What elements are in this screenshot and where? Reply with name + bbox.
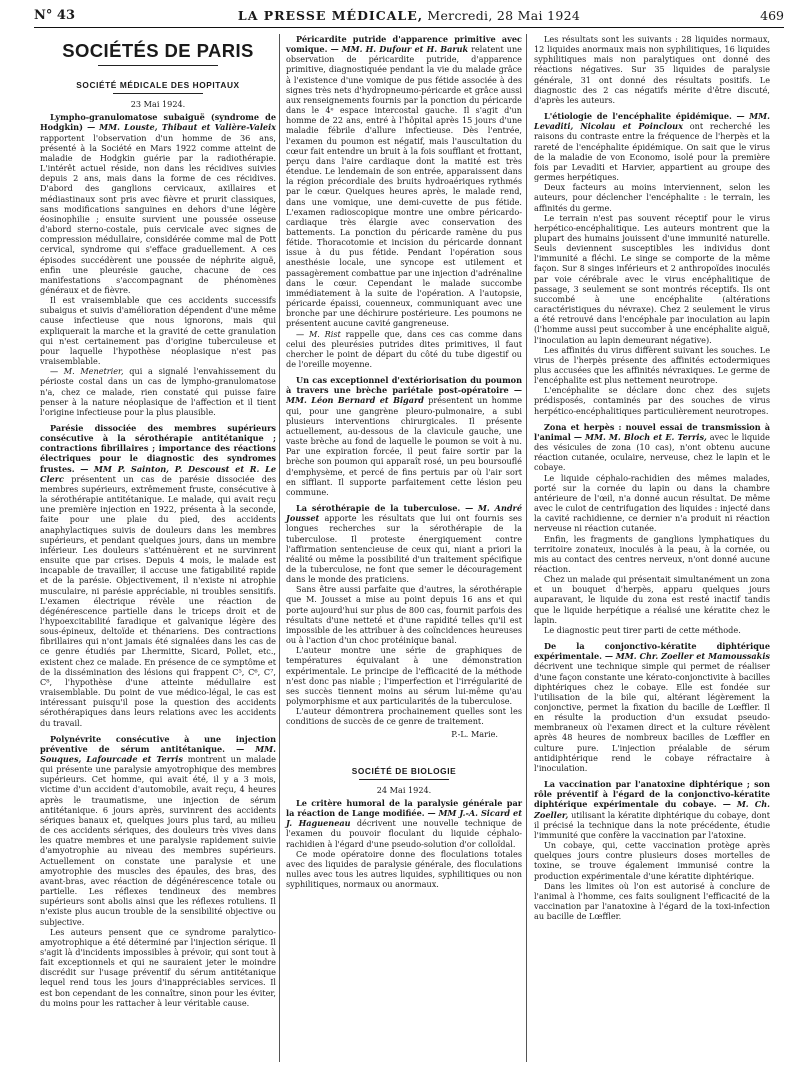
article-authors: MM. Léon Bernard et Bigard (286, 395, 424, 406)
article-authors: MM. Levaditi, Nicolau et Poincloux (534, 111, 770, 132)
article-pericardite (286, 34, 522, 329)
article-authors: MM P. Sainton, P. Descoust et R. Le Clerc (40, 463, 276, 484)
column-1 (40, 34, 276, 1008)
article-paragraph: Les affinités du virus diffèrent suivant les souches. Le virus de l'herpès présente des affinités ectodermiques plus accusées que les affinités névraxiques. Le germe de l'encéphalite est plus nettement neurotrope. (534, 344, 770, 386)
issue-date: Mercredi, 28 Mai 1924 (427, 8, 581, 23)
article-text: rapportent l'observation d'un homme de 36 ans, présenté à la Société en Mars 1922 comme atteint de maladie de Hodgkin guérie par la radiothérapie. L'intérêt actuel réside, non dans les récidives suivies depuis 2 ans, mais dans la forme de ces récidives. D'abord des ganglions cervicaux, axillaires et médiastinaux sont pris avec fièvre et prurit classiques, sans modifications sanguines en dehors d'une légère éosinophilie ; ensuite survient une poussée osseuse d'abord sterno-costale, puis cervicale avec signes de compression médullaire, considérée comme mal de Pott cervical, syndrome qui s'efface graduellement. A ces épisodes succédèrent une poussée de néphrite aiguë, enfin une pleurésie gauche, chacune de ces manifestations s'accompagnant de phénomènes généraux et de fièvre. (40, 132, 276, 295)
article-paragraph: Il est vraisemblable que ces accidents successifs subaigus et suivis d'amélioration dépendent d'une même cause infectieuse que nous ignorons, mais qui expliquerait la marche et la gravité de cette granulation qui n'est certainement pas d'origine tuberculeuse et pour laquelle l'hypothèse néoplasique n'est pas vraisemblable. (40, 295, 276, 367)
article-authors: MM. Souques, Lafourcade et Terris (40, 743, 276, 764)
article-title: L'étiologie de l'encéphalite épidémique. — (544, 111, 745, 122)
article-title: La sérothérapie de la tuberculose. — (296, 503, 474, 514)
article-title: La vaccination par l'anatoxine diphtérique ; son rôle préventif à l'égard de la conjonctivo-kératite diphtérique expérimentale du cobaye. — (534, 779, 770, 810)
article-text: décrivent une technique simple qui permet de réaliser d'une façon constante une kérato-conjonctivite à bacilles diphtériques chez le cobaye. Elle est fondée sur l'utilisation de la bile qui, altérant légèrement la conjonctive, permet la fixation du bacille de Lœffler. Il en résulte la production d'un exsudat pseudo-membraneux où l'examen direct et la culture révèlent après 48 heures de nombreux bacilles de Lœffler en culture pure. L'injection préalable de sérum antidiphtérique rend le cobaye réfractaire à l'inoculation. (534, 661, 770, 773)
article-text: ont recherché les raisons du contraste entre la fréquence de l'herpès et la rareté de l'encéphalite épidémique. On sait que le virus de la maladie de von Economo, isolé pour la première fois par Levaditi et Harvier, appartient au groupe des germes herpétiques. (534, 121, 770, 183)
column-2 (286, 34, 522, 889)
article-authors: M. André Jousset (286, 503, 522, 524)
article-paragraph: — M. Rist rappelle que, dans ces cas comme dans celui des pleurésies putrides dites primitives, il faut chercher le point de départ du côté du tube digestif ou de l'oreille moyenne. (286, 328, 522, 369)
article-paragraph: Le liquide céphalo-rachidien des mêmes malades, porté sur la cornée du lapin ou dans la chambre antérieure de l'œil, n'a donné aucun résultat. De même avec le culot de centrifugation des liquides : injecté dans la cavité rachidienne, ce dernier n'a produit ni réaction nerveuse ni réaction cutanée. (534, 472, 770, 534)
main-title: SOCIÉTÉS DE PARIS (62, 40, 254, 61)
article-paragraph: Les auteurs pensent que ce syndrome paralytico-amyotrophique a été déterminé par l'injection sérique. Il s'agit là d'incidents impossibles à prévoir, qui sont tout à fait exceptionnels et qui ne sauraient jeter le moindre discrédit sur l'usage préventif du sérum antitétanique lequel rend tous les jours d'inappréciables services. Il est bon cependant de les connaître, sinon pour les éviter, du moins pour les rattacher à leur véritable cause. (40, 926, 276, 1008)
article-authors: MM. H. Dufour et H. Baruk (341, 44, 469, 55)
article-anatoxine (534, 779, 770, 840)
article-keratite (534, 641, 770, 773)
column-rule-1 (279, 34, 280, 1062)
main-title-rule (98, 65, 218, 66)
article-zona (534, 422, 770, 473)
article-polynevrite (40, 734, 276, 927)
article-title: Lympho-granulomatose subaiguë (syndrome de Hodgkin) — (40, 112, 276, 133)
article-text: apporte les résultats que lui ont fournis ses longues recherches sur la sérothérapie de la tuberculose. Il proteste énergiquement contre l'affirmation sentencieuse de ceux qui, niant a priori la réalité ou même la possibilité d'un traitement spécifique de la tuberculose, ne font que semer le découragement dans le monde des praticiens. (286, 513, 522, 585)
article-poumon (286, 375, 522, 497)
article-paresie (40, 423, 276, 728)
article-title: Zona et herpès : nouvel essai de transmission à l'animal — (534, 421, 770, 442)
article-title: Péricardite putride d'apparence primitive avec vomique. — (286, 34, 522, 55)
section-date: 24 Mai 1924. (376, 784, 432, 795)
article-paragraph: Deux facteurs au moins interviennent, selon les auteurs, pour déclencher l'encéphalite : le terrain, les affinités du germe. (534, 182, 770, 213)
article-title: Un cas exceptionnel d'extériorisation du poumon à travers une brèche pariétale post-opératoire — (286, 375, 522, 396)
section-heading-biologie: SOCIÉTÉ DE BIOLOGIE (351, 765, 457, 776)
article-paragraph: L'auteur démontrera prochainement quelles sont les conditions de succès de ce genre de traitement. (286, 706, 522, 727)
article-paragraph: Enfin, les fragments de ganglions lymphatiques du territoire zonateux, inoculés à la peau, à la cornée, ou mis au contact des centres nerveux, n'ont donné aucune réaction. (534, 533, 770, 574)
article-text: avec le liquide des vésicules de zona (10 cas), n'ont obtenu aucune réaction cutanée, oculaire, nerveuse, chez le lapin et le cobaye. (534, 431, 770, 473)
page-number: 469 (760, 8, 784, 23)
article-paragraph: Ce mode opératoire donne des floculations totales avec des liquides de paralysie générale, des floculations nulles avec tous les autres liquides, syphilitiques ou non syphilitiques, normaux ou anormaux. (286, 848, 522, 890)
section-rule (359, 779, 449, 780)
article-title: Polynévrite consécutive à une injection préventive de sérum antitétanique. — (40, 733, 276, 754)
article-paragraph: Le terrain n'est pas souvent réceptif pour le virus herpético-encéphalitique. Les auteurs montrent que la plupart des humains jouissent d'une immunité naturelle. Seuls deviennent susceptibles les individus dont l'immunité a fléchi. Le singe se comporte de la même façon. Sur 8 singes inférieurs et 2 anthropoïdes inoculés par voie cérébrale avec le virus encéphalitique de passage, 3 seulement se sont montrés réceptifs. Ils ont succombé à une encéphalite (altérations caractéristiques du névraxe). Chez 2 seulement le virus a été retrouvé dans l'encéphale par inoculation au lapin (l'homme aussi peut succomber à une encéphalite aiguë, l'inoculation au lapin demeurant négative). (534, 212, 770, 345)
article-text: présentent un homme qui, pour une gangrène pleuro-pulmonaire, a subi plusieurs interventions chirurgicales. Il présente actuellement, au-dessous de la clavicule gauche, une vaste brèche au fond de laquelle le poumon se voit à nu. Par une expiration forcée, il peut faire sortir par la brèche son poumon qui apparaît rosé, un peu boursouflé d'emphysème, et percé de fins pertuis par où l'air sort en sifflant. Il supporte parfaitement cette lésion peu commune. (286, 395, 522, 497)
article-text: présentent un cas de parésie dissociée des membres supérieurs, extrêmement fruste, consécutive à la sérothérapie antitétanique. Le malade, qui avait reçu une première injection en 1922, présenta à la seconde, faite pour une plaie du pied, des accidents anaphylactiques suivis de douleurs dans les membres supérieurs, et pendant quelques jours, dans un membre inférieur. Les douleurs s'atténuèrent et ne survinrent ensuite que par crises. Depuis 4 mois, le malade est incapable de travailler, il accuse une fatigabilité rapide et de la parésie. Objectivement, il n'existe ni atrophie musculaire, ni parésie appréciable, ni troubles sensitifs. L'examen électrique révèle une réaction de dégénérescence partielle dans le triceps droit et de l'hypoexcitabilité faradique et galvanique légère des sous-épineux, deltoïde et thénariens. Des contractions fibrillaires qui n'ont jamais été signalées dans les cas de ce genre étudiés par Lhermitte, Sicard, Pollet, etc., existent chez ce malade. En présence de ce symptôme et de la dissémination des lésions qui frappent C⁵, C⁶, C⁷, C⁸, l'hypothèse d'une atteinte médullaire est vraisemblable. Du point de vue médico-légal, le cas est intéressant puisqu'il pose la question des accidents sérothérapiques dans leurs relations avec les accidents du travail. (40, 473, 276, 728)
article-paragraph: Le diagnostic peut tirer parti de cette méthode. (544, 624, 741, 635)
article-paragraph: L'auteur montre une série de graphiques de températures équivalant à une démonstration expérimentale. Le principe de l'efficacité de la méthode n'est donc pas niable ; l'imperfection et l'irrégularité de ses succès tiennent moins au sérum lui-même qu'au polymorphisme et aux particularités de la tuberculose. (286, 645, 522, 706)
article-authors: MM. M. Bloch et E. Terris, (584, 431, 707, 442)
article-authors: MM. Louste, Thibaut et Valière-Valeix (99, 122, 277, 133)
article-text: montrent un malade qui présente une paralysie amyotrophique des membres supérieurs. Cet homme, qui avait été, il y a 3 mois, victime d'un accident d'automobile, avait reçu, 4 heures après le traumatisme, une injection de sérum antitétanique. 6 jours après, survinrent des accidents sériques banaux et, quelques jours plus tard, au milieu de ces accidents sériques, des douleurs très vives dans les quatre membres et une paralysie rapidement suivie d'amyotrophie au niveau des membres supérieurs. Actuellement on constate une paralysie et une amyotrophie des muscles des épaules, des bras, des avant-bras, avec réaction de dégénérescence totale ou partielle. Les réflexes tendineux des membres supérieurs sont abolis ainsi que les réflexes rotuliens. Il n'existe plus aucun trouble de la sensibilité objective ou subjective. (40, 754, 276, 927)
article-hodgkin (40, 112, 276, 295)
article-title: Parésie dissociée des membres supérieurs consécutive à la sérothérapie antitétanique ; contractions fibrillaires ; importance des réactions électriques pour le diagnostic des syndromes frustes. — (40, 423, 276, 474)
article-serotherapie (286, 503, 522, 584)
article-paragraph: Les résultats sont les suivants : 28 liquides normaux, 12 liquides anormaux mais non syphilitiques, 16 liquides syphilitiques mais non paralytiques ont donné des réactions négatives. Sur 35 liquides de paralysie générale, 31 ont donné des résultats positifs. Le diagnostic des 2 cas négatifs mérite d'être discuté, d'après les auteurs. (534, 34, 770, 105)
article-encephalite (534, 111, 770, 182)
page-header (34, 6, 784, 28)
journal-name: LA PRESSE MÉDICALE, (237, 8, 424, 23)
discussant: — M. Menetrier, (50, 366, 124, 377)
journal-title (34, 8, 784, 23)
article-authors: M. Ch. Zoeller, (534, 799, 770, 820)
article-text: décrivent une nouvelle technique de l'examen du pouvoir floculant du liquide céphalo-rachidien à l'égard d'une pseudo-solution d'or colloïdal. (286, 818, 522, 849)
article-paragraph: L'encéphalite se déclare donc chez des sujets prédisposés, contaminés par des souches de virus herpético-encéphalitiques particulièrement neurotropes. (534, 385, 770, 416)
issue-number: N° 43 (34, 8, 75, 23)
header-rule (34, 27, 784, 28)
article-title: Le critère humoral de la paralysie générale par la réaction de Lange modifiée. — (286, 797, 522, 819)
section-date: 23 Mai 1924. (130, 99, 186, 110)
article-authors: MM. Chr. Zoeller et Mamoussakis (615, 651, 770, 662)
signature: P.-L. Marie. (451, 729, 498, 740)
discussant: — M. Rist (296, 328, 341, 339)
article-lange (286, 798, 522, 849)
article-paragraph: — M. Menetrier, qui a signalé l'envahissement du périoste costal dans un cas de lympho-granulomatose n'a, chez ce malade, rien constaté qui puisse faire penser à la nature néoplasique de l'affection et il tient l'origine infectieuse pour la plus plausible. (40, 366, 276, 417)
article-paragraph: Dans les limites où l'on est autorisé à conclure de l'animal à l'homme, ces faits soulignent l'efficacité de la vaccination par l'anatoxine à l'égard de la toxi-infection au bacille de Lœffler. (534, 880, 770, 922)
column-3 (534, 34, 770, 921)
section-heading-hopitaux: SOCIÉTÉ MÉDICALE DES HOPITAUX (76, 80, 240, 90)
article-paragraph: Un cobaye, qui, cette vaccination protège après quelques jours contre plusieurs doses mortelles de toxine, se trouve également immunisé contre la production expérimentale d'une kératite diphtérique. (534, 840, 770, 881)
article-title: De la conjonctivo-kératite diphtérique expérimentale. — (534, 641, 770, 662)
column-rule-2 (526, 34, 527, 1062)
article-text: relatent une observation de péricardite putride, d'apparence primitive, diagnostiquée pendant la vie du malade grâce à l'existence d'une vomique de pus fétide associée à des signes très nets d'hydropneumo-péricarde et grâce aussi aux renseignements fournis par la ponction du péricarde dans le 4ᵉ espace intercostal gauche. Il s'agit d'un homme de 22 ans, entré à l'hôpital après 15 jours d'une maladie fébrile d'allure infectieuse. Dès l'entrée, l'examen du poumon est négatif, mais l'auscultation du cœur fait entendre un bruit à la fois soufflant et frottant, perçu dans l'aire cardiaque dont la matité est très étendue. Le lendemain de son entrée, apparaissent dans la région précordiale des bruits hydroaériques rythmés par le cœur. Quelques heures après, le malade rend, dans une vomique, une demi-cuvette de pus fétide. L'examen radioscopique montre une ombre péricardo-cardiaque très élargie avec conservation des battements. La ponction du péricarde ramène du pus fétide. Thoracotomie et incision du péricarde donnant issue à du pus fétide. Pendant l'opération sous anesthésie locale, une syncope est utilement et passagèrement combattue par une injection d'adrénaline dans le cœur. Cependant le malade succombe immédiatement à la suite de l'opération. A l'autopsie, péricarde épaissi, couenneux, communiquant avec une bronche par une déchirure postérieure. Les poumons ne présentent aucune cavité gangreneuse. (286, 44, 523, 329)
section-rule (113, 93, 203, 94)
article-text: utilisant la kératite diphtérique du cobaye, dont il précisé la technique dans la note précédente, étudie l'immunité que confère la vaccination par l'atoxine. (534, 809, 770, 840)
article-paragraph: Sans être aussi parfaite que d'autres, la sérothérapie que M. Jousset a mise au point depuis 16 ans et qui porte aujourd'hui sur plus de 800 cas, fournit parfois des résultats d'une netteté et d'une rapidité telles qu'il est impossible de les attribuer à des coïncidences heureuses ou à l'action d'un choc protéinique banal. (286, 584, 522, 646)
article-paragraph: Chez un malade qui présentait simultanément un zona et un bouquet d'herpès, apparu quelques jours auparavant, le liquide du zona est resté inactif tandis que le liquide herpétique a réalisé une kératite chez le lapin. (534, 574, 770, 625)
article-authors: MM J.-A. Sicard et J. Hagueneau (286, 808, 522, 829)
